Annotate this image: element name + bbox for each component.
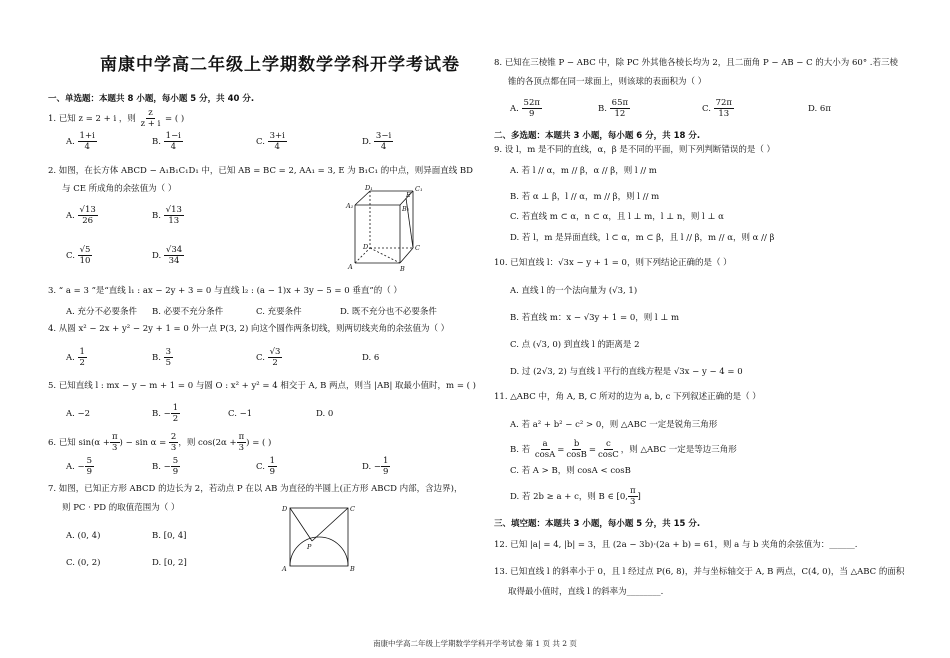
label-e: E — [406, 191, 411, 199]
label-a: A — [282, 565, 287, 573]
label-p: P — [307, 543, 312, 551]
section-fill-in: 三、填空题：本题共 3 小题，每小题 5 分，共 15 分. — [494, 519, 701, 529]
q4-option-a[interactable]: A. $\frac{1}{2}$ — [66, 347, 85, 368]
q7-option-a[interactable]: A. (0, 4) — [66, 531, 101, 541]
question-2-line2: 与 CE 所成角的余弦值为（ ） — [62, 184, 177, 194]
q10-option-b[interactable]: B. 若直线 m：x − √3y + 1 = 0，则 l ⊥ m — [510, 313, 680, 323]
q8-option-b[interactable]: B. $\frac{65\pi}{12}$ — [598, 98, 629, 119]
label-a1: A₁ — [346, 202, 354, 210]
q1-option-a[interactable]: A. $\frac{1+i}{4}$ — [66, 131, 95, 152]
page-footer: 南康中学高二年级上学期数学学科开学考试卷 第 1 页 共 2 页 — [373, 639, 577, 648]
q3-option-b[interactable]: B. 必要不充分条件 — [152, 307, 224, 317]
q9-option-b[interactable]: B. 若 α ⊥ β，l // α，m // β，则 l // m — [510, 192, 660, 202]
q10-option-d[interactable]: D. 过 (2√3, 2) 与直线 l 平行的直线方程是 √3x − y − 4 = 0 — [510, 367, 743, 377]
q2-option-c[interactable]: C. $\frac{√5}{10}$ — [66, 245, 91, 266]
q5-option-c[interactable]: C. −1 — [228, 409, 253, 419]
q8-option-c[interactable]: C. $\frac{72\pi}{13}$ — [702, 98, 733, 119]
q1-option-c[interactable]: C. $\frac{3+i}{4}$ — [256, 131, 285, 152]
q6-option-d[interactable]: D. − $\frac{1}{9}$ — [362, 456, 389, 477]
question-6: 6. 已知 sin(α + $\frac{\pi}{3}$ ) − sin α = $\frac{2}{3}$ ，则 cos(2α + $\frac{\pi}{3}$ ) = ( ) — [48, 432, 272, 453]
question-5: 5. 已知直线 l : mx − y − m + 1 = 0 与圆 O : x² + y² = 4 相交于 A, B 两点，则当 |AB| 取最小值时，m = ( ) — [48, 381, 476, 391]
q6-option-c[interactable]: C. $\frac{1}{9}$ — [256, 456, 276, 477]
q11-option-c[interactable]: C. 若 A > B，则 cosA < cosB — [510, 466, 631, 476]
question-12: 12. 已知 |a| = 4, |b| = 3，且 (2a − 3b)·(2a + b) = 61，则 a 与 b 夹角的余弦值为：______. — [494, 540, 858, 550]
q7-option-b[interactable]: B. [0, 4] — [152, 531, 187, 541]
label-a: A — [348, 263, 353, 271]
cuboid-figure — [345, 183, 425, 273]
q8-option-d[interactable]: D. 6π — [808, 104, 831, 114]
label-c: C — [415, 244, 420, 252]
q3-option-c[interactable]: C. 充要条件 — [256, 307, 302, 317]
label-d1: D₁ — [365, 184, 373, 192]
question-10: 10. 已知直线 l：√3x − y + 1 = 0，则下列结论正确的是（ ） — [494, 258, 732, 268]
q7-option-c[interactable]: C. (0, 2) — [66, 558, 101, 568]
q6-option-a[interactable]: A. − $\frac{5}{9}$ — [66, 456, 93, 477]
question-13-line2: 取得最小值时，直线 l 的斜率为________. — [508, 587, 664, 597]
label-b: B — [400, 265, 405, 273]
label-c: C — [350, 505, 355, 513]
question-4: 4. 从圆 x² − 2x + y² − 2y + 1 = 0 外一点 P(3, 2) 向这个圆作两条切线，则两切线夹角的余弦值为（ ） — [48, 324, 450, 334]
q9-option-d[interactable]: D. 若 l，m 是异面直线，l ⊂ α，m ⊂ β，且 l // β，m // α，则 α // β — [510, 233, 775, 243]
q1-option-b[interactable]: B. $\frac{1-i}{4}$ — [152, 131, 181, 152]
q2-option-a[interactable]: A. $\frac{√13}{26}$ — [66, 205, 96, 226]
q7-option-d[interactable]: D. [0, 2] — [152, 558, 187, 568]
q9-option-a[interactable]: A. 若 l // α，m // β，α // β，则 l // m — [510, 166, 657, 176]
question-3: 3. “ a = 3 ”是“直线 l₁ : ax − 2y + 3 = 0 与直线 l₂ : (a − 1)x + 3y − 5 = 0 垂直”的（ ） — [48, 286, 402, 296]
q6-option-b[interactable]: B. − $\frac{5}{9}$ — [152, 456, 179, 477]
q11-option-d[interactable]: D. 若 2b ≥ a + c，则 B ∈ [0, $\frac{\pi}{3}$ ] — [510, 486, 641, 507]
q10-option-c[interactable]: C. 点 (√3, 0) 到直线 l 的距离是 2 — [510, 340, 640, 350]
q9-option-c[interactable]: C. 若直线 m ⊂ α，n ⊂ α，且 l ⊥ m，l ⊥ n，则 l ⊥ α — [510, 212, 724, 222]
question-7: 7. 如图，已知正方形 ABCD 的边长为 2，若动点 P 在以 AB 为直径的半圆上(正方形 ABCD 内部，含边界)， — [48, 484, 463, 494]
q8-option-a[interactable]: A. $\frac{52\pi}{9}$ — [510, 98, 540, 119]
q2-option-d[interactable]: D. $\frac{√34}{34}$ — [152, 245, 183, 266]
q10-option-a[interactable]: A. 直线 l 的一个法向量为 (√3, 1) — [510, 286, 638, 296]
q4-option-b[interactable]: B. $\frac{3}{5}$ — [152, 347, 172, 368]
q3-option-d[interactable]: D. 既不充分也不必要条件 — [340, 307, 437, 317]
section-multi-choice: 二、多选题：本题共 3 小题，每小题 6 分，共 18 分. — [494, 131, 701, 141]
q11-option-a[interactable]: A. 若 a² + b² − c² > 0，则 △ABC 一定是锐角三角形 — [510, 420, 718, 430]
q5-option-a[interactable]: A. −2 — [66, 409, 91, 419]
label-d: D — [363, 243, 369, 251]
question-2: 2. 如图，在长方体 ABCD − A₁B₁C₁D₁ 中，已知 AB = BC = 2, AA₁ = 3, E 为 B₁C₁ 的中点，则异面直线 BD — [48, 166, 473, 176]
question-11: 11. △ABC 中，角 A, B, C 所对的边为 a, b, c 下列叙述正确的是（ ） — [494, 392, 761, 402]
q3-option-a[interactable]: A. 充分不必要条件 — [66, 307, 138, 317]
q11-option-b[interactable]: B. 若 $\frac{a}{\cos A}$ = $\frac{b}{\cos B}$ = $\frac{c}{\cos C}$ ，则 △ABC 一定是等边三角形 — [510, 439, 737, 460]
q2-option-b[interactable]: B. $\frac{√13}{13}$ — [152, 205, 182, 226]
question-8-line2: 锥的各顶点都在同一球面上，则该球的表面积为（ ） — [508, 77, 707, 87]
question-9: 9. 设 l，m 是不同的直线，α，β 是不同的平面，则下列判断错误的是（ ） — [494, 145, 776, 155]
label-b1: B₁ — [402, 205, 410, 213]
label-d: D — [282, 505, 288, 513]
label-c1: C₁ — [415, 185, 423, 193]
page-title: 南康中学高二年级上学期数学学科开学考试卷 — [100, 55, 460, 75]
q1-option-d[interactable]: D. $\frac{3-i}{4}$ — [362, 131, 392, 152]
question-8: 8. 已知在三棱锥 P − ABC 中，除 PC 外其他各棱长均为 2，且二面角 P − AB − C 的大小为 60° .若三棱 — [494, 58, 898, 68]
question-13: 13. 已知直线 l 的斜率小于 0，且 l 经过点 P(6, 8)，并与坐标轴交于 A, B 两点，C(4, 0)，当 △ABC 的面积 — [494, 567, 905, 577]
q5-option-b[interactable]: B. − $\frac{1}{2}$ — [152, 403, 179, 424]
q4-option-c[interactable]: C. $\frac{√3}{2}$ — [256, 347, 281, 368]
question-7-line2: 则 PC · PD 的取值范围为（ ） — [62, 503, 180, 513]
question-1: 1. 已知 z = 2 + i ，则 $\frac{z}{z + i}$ = ( ) — [48, 108, 185, 129]
q5-option-d[interactable]: D. 0 — [316, 409, 334, 419]
q4-option-d[interactable]: D. 6 — [362, 353, 380, 363]
square-semicircle-figure — [280, 503, 360, 573]
label-b: B — [350, 565, 355, 573]
section-single-choice: 一、单选题：本题共 8 小题，每小题 5 分，共 40 分. — [48, 94, 255, 104]
